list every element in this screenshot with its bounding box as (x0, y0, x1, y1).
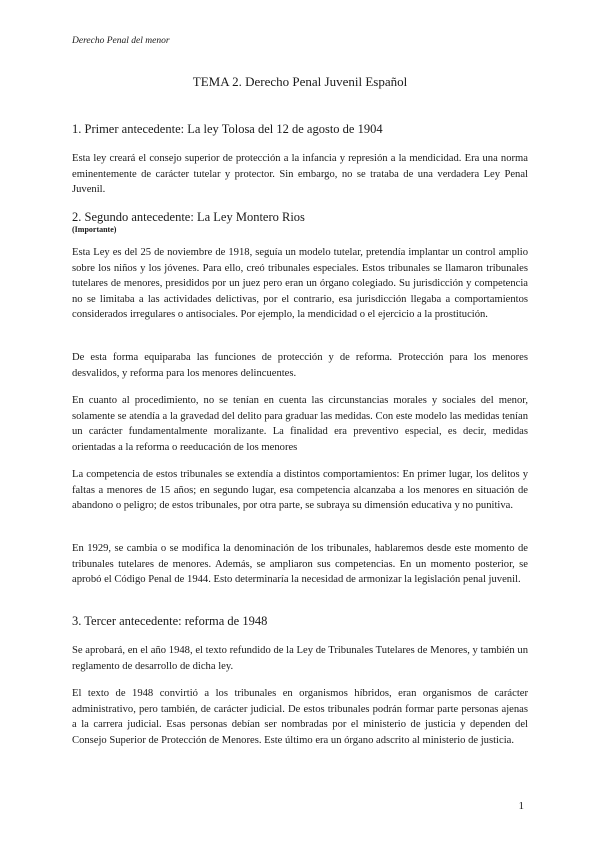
section-1-paragraph-1: Esta ley creará el consejo superior de protección a la infancia y represión a la mendicidad. Era una norma eminentemente de carácter tutelar y protector. Sin embargo, no se trataba de una verdadera Ley Penal Juvenil. (72, 153, 528, 195)
document-title: TEMA 2. Derecho Penal Juvenil Español (192, 74, 408, 89)
importance-note: (Importante) (72, 225, 117, 234)
section-2-paragraph-1: Esta Ley es del 25 de noviembre de 1918, seguía un modelo tutelar, pretendía implantar un control amplio sobre los niños y los jóvenes. Para ello, creó tribunales especiales. Estos tribunales se llamaron tribunales tutelares de menores, presididos por un juez pero eran un órgano colegiado. Su jurisdicción y competencia no se limitaba a las actividades delictivas, por el contrario, esa jurisdicción llegaba a comportamientos considerados irregulares o antisociales. Por ejemplo, la mendicidad o el ejercicio a la prostitución. (72, 247, 528, 320)
section-1-heading: 1. Primer antecedente: La ley Tolosa del 12 de agosto de 1904 (72, 122, 383, 136)
section-3-heading: 3. Tercer antecedente: reforma de 1948 (72, 614, 268, 628)
section-2-paragraph-4: La competencia de estos tribunales se extendía a distintos comportamientos: En primer lugar, los delitos y faltas a menores de 15 años; en segundo lugar, esa competencia alcanzaba a los menores en situación de abandono o peligro; de estos tribunales, por otra parte, se subraya su dimensión educativa y no punitiva. (72, 469, 528, 511)
section-2-paragraph-5: En 1929, se cambia o se modifica la denominación de los tribunales, hablaremos desde este momento de tribunales tutelares de menores. Además, se ampliaron sus competencias. En un momento posterior, se aprobó el Código Penal de 1944. Esto determinaría la necesidad de armonizar la legislación penal juvenil. (72, 543, 528, 585)
section-2-paragraph-2: De esta forma equiparaba las funciones de protección y de reforma. Protección para los menores desvalidos, y reforma para los menores delincuentes. (72, 352, 528, 379)
section-3-paragraph-1: Se aprobará, en el año 1948, el texto refundido de la Ley de Tribunales Tutelares de Menores, y también un reglamento de desarrollo de dicha ley. (72, 645, 528, 672)
section-2-paragraph-3: En cuanto al procedimiento, no se tenían en cuenta las circunstancias morales y sociales del menor, solamente se atendía a la gravedad del delito para graduar las medidas. Con este modelo las medidas tenían un carácter fundamentalmente moralizante. La finalidad era preventivo especial, es decir, medidas orientadas a la reforma o reeducación de los menores (72, 395, 528, 453)
section-2-heading: 2. Segundo antecedente: La Ley Montero Rios (72, 210, 305, 224)
page-number: 1 (518, 800, 524, 812)
running-header: Derecho Penal del menor (72, 36, 170, 46)
section-3-paragraph-2: El texto de 1948 convirtió a los tribunales en organismos híbridos, eran organismos de carácter administrativo, pero también, de carácter judicial. De estos tribunales podrán formar parte personas ajenas a la carrera judicial. Esas personas debían ser nombradas por el ministerio de justicia y dependen del Consejo Superior de Protección de Menores. Este último era un órgano adscrito al ministerio de justicia. (72, 688, 528, 746)
